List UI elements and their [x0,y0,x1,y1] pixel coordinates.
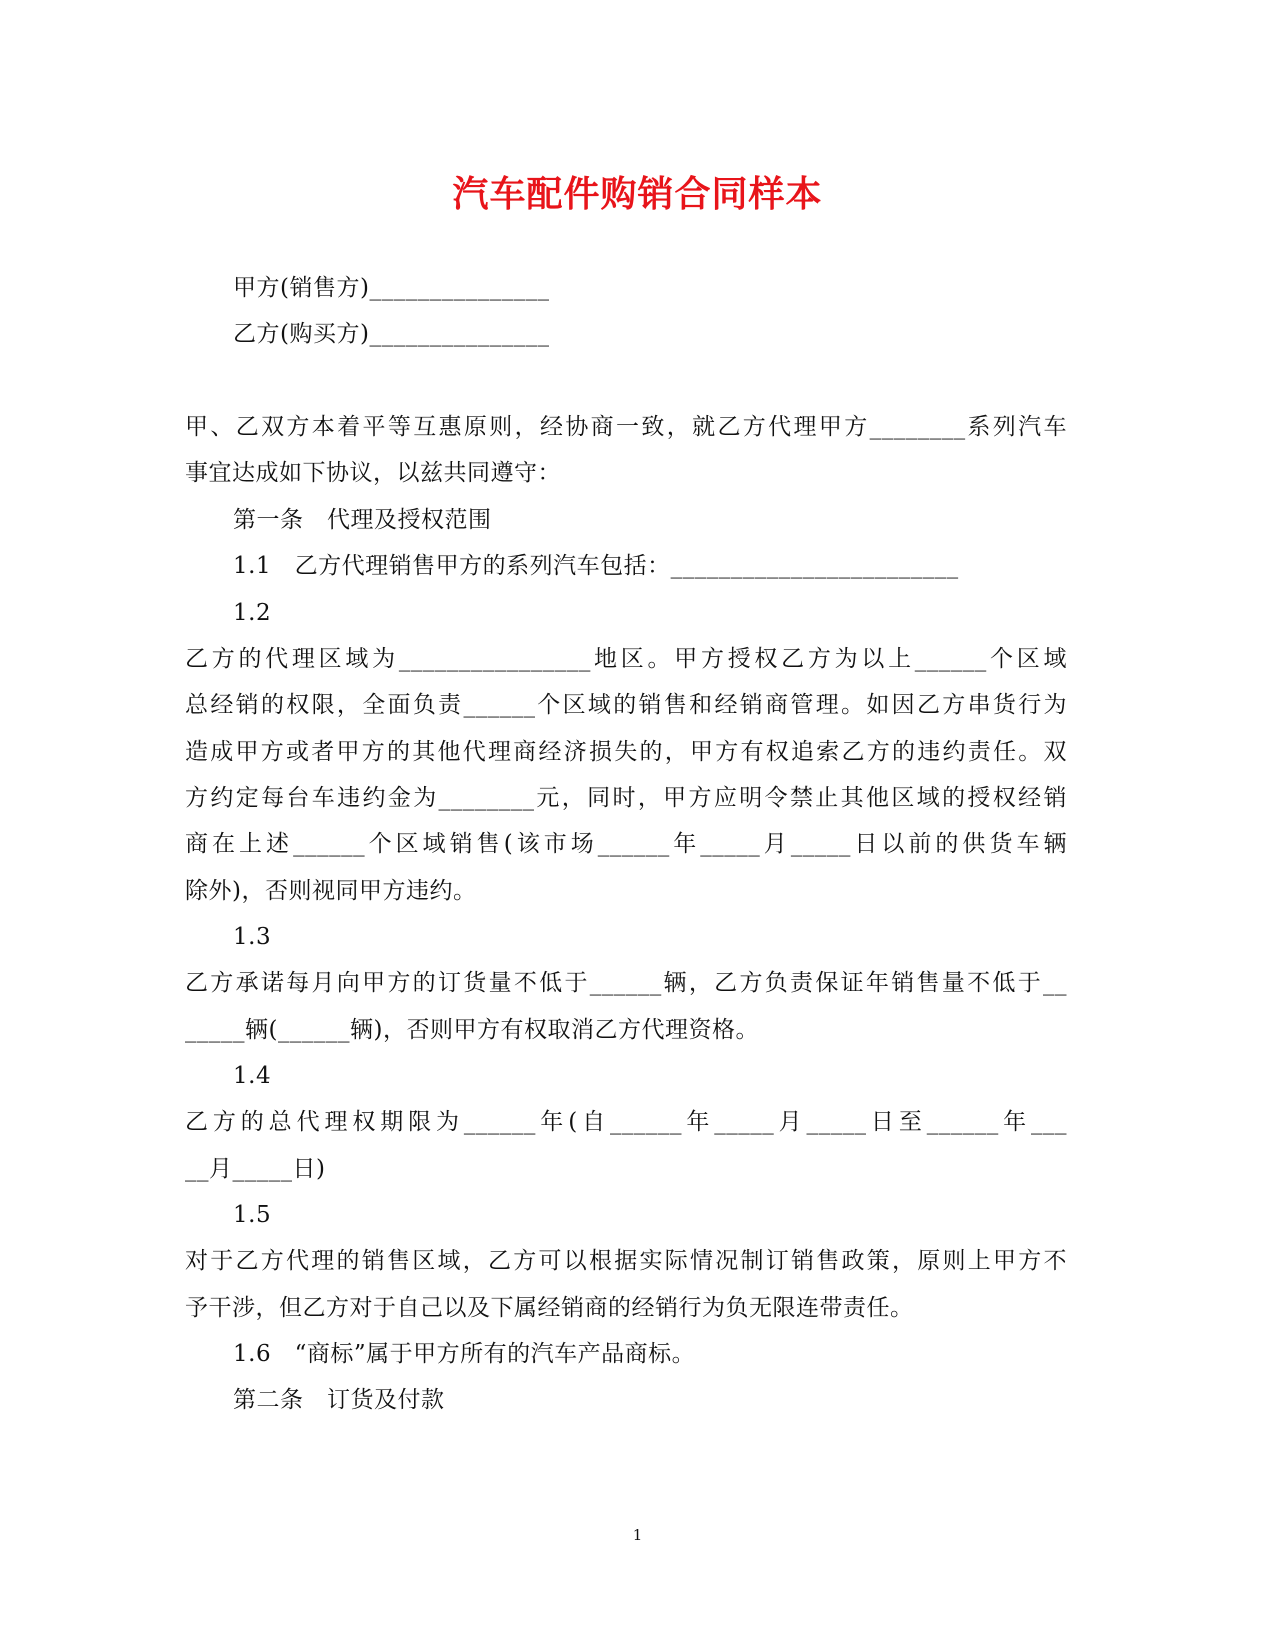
article-heading: 第二条 订货及付款 [233,1387,445,1413]
clause-number: 1.2 [233,600,272,626]
party-a-line: 甲方(销售方)_______________ [233,275,550,301]
paragraph-line: 方约定每台车违约金为________元，同时，甲方应明令禁止其他区域的授权经销 [185,785,1067,811]
clause-number: 1.5 [233,1202,272,1228]
paragraph-line: 造成甲方或者甲方的其他代理商经济损失的，甲方有权追索乙方的违约责任。双 [185,739,1067,765]
paragraph-line: 乙方的总代理权期限为______年(自______年_____月_____日至______年___ [185,1109,1067,1135]
clause-line: 1.1 乙方代理销售甲方的系列汽车包括：________________________ [233,553,959,579]
paragraph-line: 除外)，否则视同甲方违约。 [185,878,477,904]
paragraph-line: 总经销的权限，全面负责______个区域的销售和经销商管理。如因乙方串货行为 [185,692,1067,718]
document-title: 汽车配件购销合同样本 [452,173,823,215]
paragraph-line: 予干涉，但乙方对于自己以及下属经销商的经销行为负无限连带责任。 [185,1295,914,1321]
party-b-line: 乙方(购买方)_______________ [233,321,550,347]
paragraph-line: 乙方的代理区域为________________地区。甲方授权乙方为以上______个区域 [185,646,1067,672]
paragraph-line: 商在上述______个区域销售(该市场______年_____月_____日以前的供货车辆 [185,831,1067,857]
article-heading: 第一条 代理及授权范围 [233,507,492,533]
paragraph-line: 事宜达成如下协议，以兹共同遵守： [185,460,561,486]
paragraph-line: 甲、乙双方本着平等互惠原则，经协商一致，就乙方代理甲方________系列汽车 [185,414,1067,440]
clause-number: 1.4 [233,1063,272,1089]
paragraph-line: 对于乙方代理的销售区域，乙方可以根据实际情况制订销售政策，原则上甲方不 [185,1248,1067,1274]
clause-line: 1.6 “商标”属于甲方所有的汽车产品商标。 [233,1341,696,1367]
clause-number: 1.3 [233,924,272,950]
paragraph-line: _____辆(______辆)，否则甲方有权取消乙方代理资格。 [185,1017,759,1043]
page-number: 1 [632,1526,643,1544]
paragraph-line: 乙方承诺每月向甲方的订货量不低于______辆，乙方负责保证年销售量不低于__ [185,970,1067,996]
paragraph-line: __月_____日) [185,1156,326,1182]
